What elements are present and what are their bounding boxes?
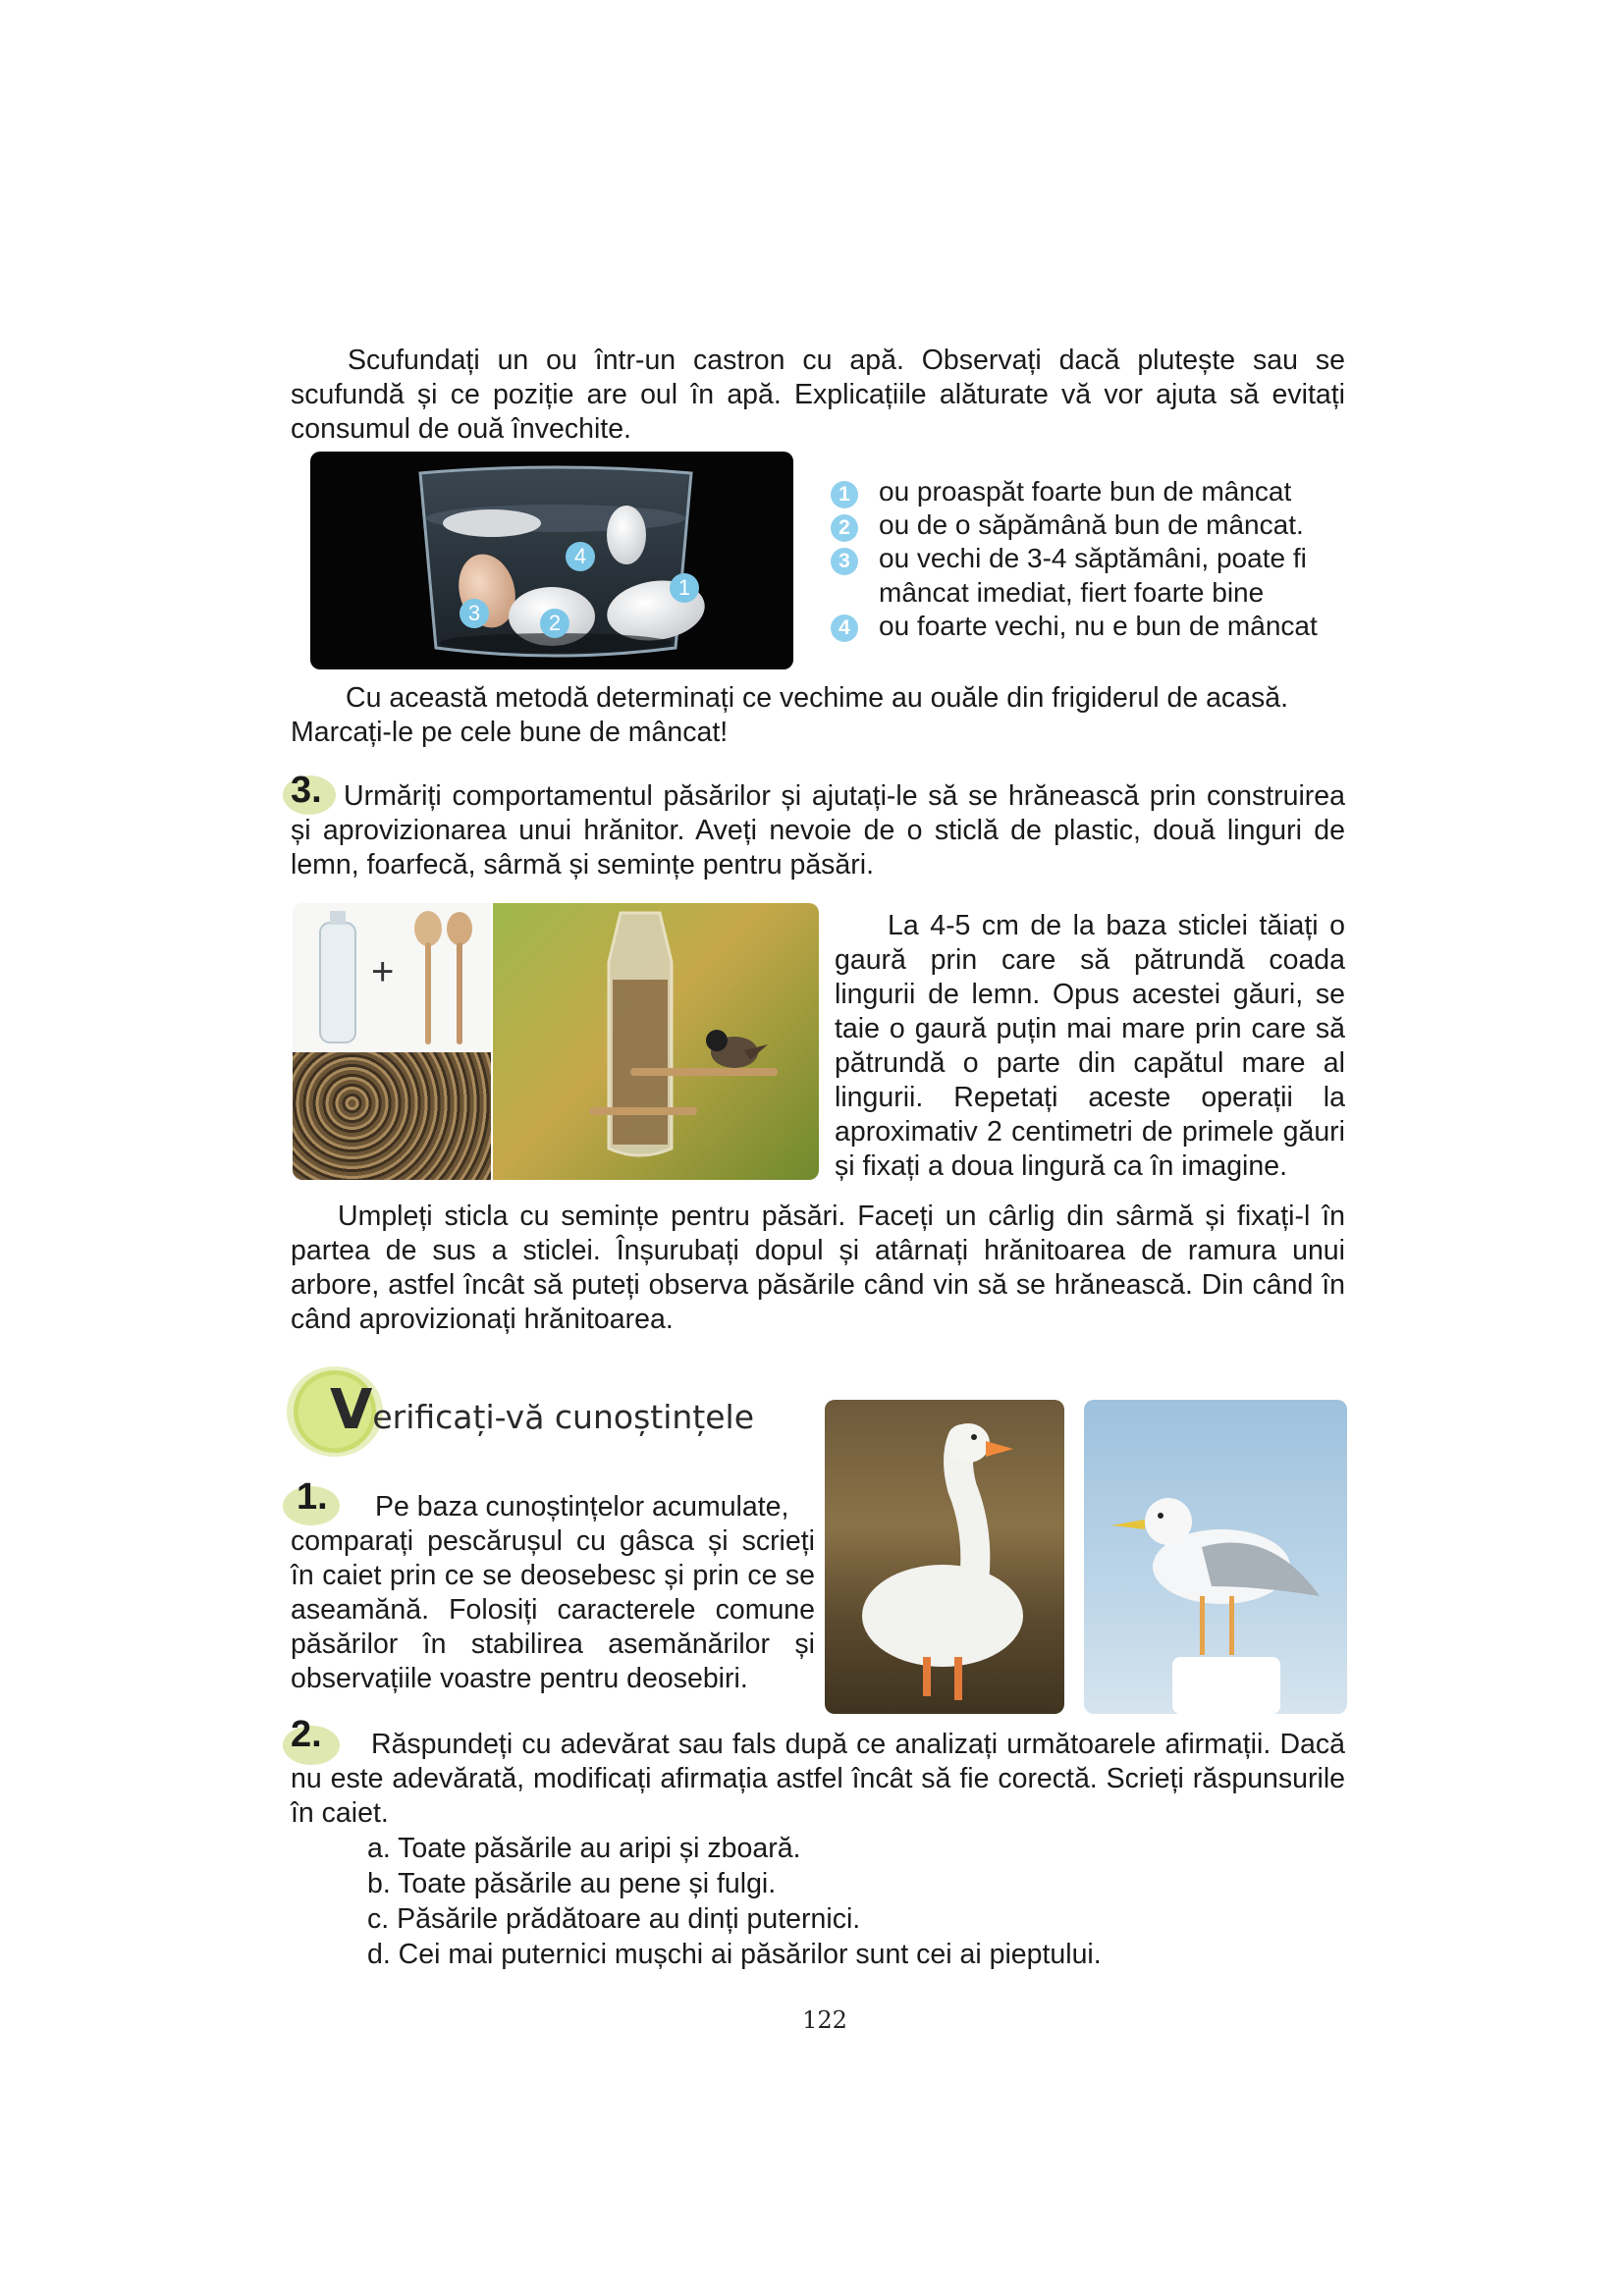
legend-text-1: ou proaspăt foarte bun de mâncat (879, 476, 1292, 507)
legend-marker-2: 2 (831, 514, 858, 542)
plus-sign: + (371, 950, 395, 993)
bird-feeder-photo (493, 903, 819, 1180)
exercise-2-item-c: c. Păsările prădătoare au dinți puternici. (367, 1903, 861, 1935)
feeder-instructions: La 4-5 cm de la baza sticlei tăiați o gaură prin care să pătrundă coada lingurii de lemn. Opus acestei găuri, se taie o gaură puțin mai mare prin care să pătrundă o parte din capătul mare al lingurii. Repetați aceste operații la aproximativ 2 centimetri de primele găuri și fixați a doua lingură ca în imagine. (835, 910, 1345, 1182)
legend-marker-4: 4 (831, 614, 858, 642)
egg-marker-1: 1 (670, 573, 699, 603)
section-title-rest: erificați-vă cunoștințele (372, 1398, 754, 1436)
legend-text-3a: ou vechi de 3-4 săptămâni, poate fi (879, 543, 1307, 573)
egg-marker-3: 3 (460, 599, 489, 628)
legend-text-3b: mâncat imediat, fiert foarte bine (879, 577, 1265, 608)
exercise-2-text: Răspundeți cu adevărat sau fals după ce analizați următoarele afirmații. Dacă nu este adevărată, modificați afirmația astfel încât să fie corectă. Scrieți răspunsurile în caiet. (291, 1729, 1345, 1829)
goose-photo (825, 1400, 1064, 1714)
exercise-1-number: 1. (297, 1476, 328, 1518)
seagull-photo (1084, 1400, 1347, 1714)
page-number: 122 (802, 2006, 847, 2034)
intro-paragraph: Scufundați un ou într-un castron cu apă. Observați dacă plutește sau se scufundă și ce poziție are oul în apă. Explicațiile alăturate vă vor ajuta să evitați consumul de ouă învechite. (291, 345, 1345, 445)
exercise-2-item-b: b. Toate păsările au pene și fulgi. (367, 1868, 777, 1899)
egg-conclusion: Cu această metodă determinați ce vechime au ouăle din frigiderul de acasă. Marcați-le pe cele bune de mâncat! (291, 682, 1289, 748)
bird-seeds-photo (293, 1052, 491, 1180)
activity-3-continuation: Umpleți sticla cu semințe pentru păsări. Faceți un cârlig din sârmă și fixați-l în partea de sus a sticlei. Înșurubați dopul și atârnați hrănitoarea de ramura unui arbore, astfel încât să puteți observa păsările când vin să se hrănească. Din când în când aprovizionați hrănitoarea. (291, 1201, 1345, 1335)
exercise-2-item-d: d. Cei mai puternici mușchi ai păsărilor sunt cei ai pieptului. (367, 1939, 1102, 1970)
exercise-2-item-a: a. Toate păsările au aripi și zboară. (367, 1833, 801, 1864)
legend-marker-1: 1 (831, 481, 858, 508)
egg-bowl-photo (310, 452, 793, 669)
legend-marker-3: 3 (831, 548, 858, 575)
exercise-1-text: comparați pescărușul cu gâsca și scrieți în caiet prin ce se deosebesc și prin ce se aseamănă. Folosiți caracterele comune păsărilor în stabilirea asemănărilor și observațiile voastre pentru deosebiri. (291, 1525, 815, 1694)
activity-3-number: 3. (291, 770, 322, 811)
section-title (330, 1378, 754, 1442)
legend-text-2: ou de o săpămână bun de mâncat. (879, 509, 1304, 540)
exercise-2-number: 2. (291, 1714, 322, 1755)
egg-marker-4: 4 (566, 542, 595, 571)
section-title-initial: V (330, 1378, 373, 1442)
activity-3-text: Urmăriți comportamentul păsărilor și ajutați-le să se hrănească prin construirea și aprovizionarea unui hrănitor. Aveți nevoie de o sticlă de plastic, două linguri de lemn, foarfecă, sârmă și semințe pentru păsări. (291, 780, 1345, 881)
exercise-1-lead: Pe baza cunoștințelor acumulate, (375, 1491, 789, 1522)
legend-text-4: ou foarte vechi, nu e bun de mâncat (879, 611, 1318, 641)
egg-marker-2: 2 (540, 609, 569, 638)
feeder-materials-photo (293, 903, 491, 1052)
